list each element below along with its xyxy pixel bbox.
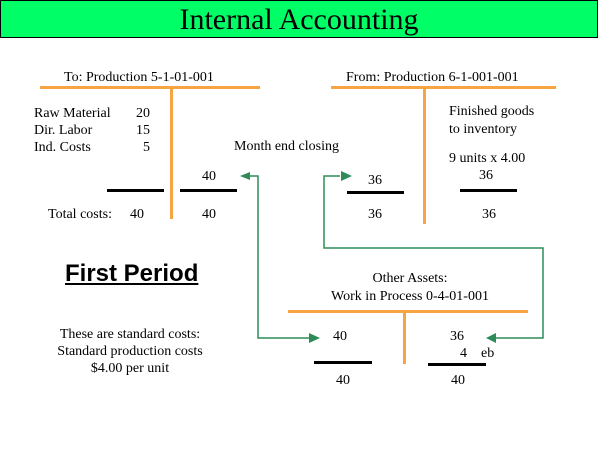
to-total-label: Total costs: bbox=[48, 207, 112, 222]
to-credit-total: 40 bbox=[202, 207, 216, 222]
from-debit-entry: 36 bbox=[368, 173, 382, 188]
to-account-header: To: Production 5-1-01-001 bbox=[64, 70, 214, 85]
wip-debit-total: 40 bbox=[336, 373, 350, 388]
to-row-value-raw-material: 20 bbox=[136, 106, 150, 121]
from-credit-total: 36 bbox=[482, 207, 496, 222]
to-row-label-dir-labor: Dir. Labor bbox=[34, 123, 93, 138]
to-row-label-raw-material: Raw Material bbox=[34, 106, 111, 121]
to-total-debit: 40 bbox=[130, 207, 144, 222]
from-account-header: From: Production 6-1-001-001 bbox=[346, 70, 519, 85]
arrow-head-at-wip-credit bbox=[486, 333, 496, 343]
to-row-value-ind-costs: 5 bbox=[143, 140, 150, 155]
standard-note-line3: $4.00 per unit bbox=[90, 361, 170, 376]
arrow-head-to-wip-debit bbox=[309, 333, 320, 343]
from-note-line1: Finished goods bbox=[449, 104, 535, 119]
wip-credit-total: 40 bbox=[451, 373, 465, 388]
wip-header-line1: Other Assets: bbox=[372, 271, 448, 286]
to-row-value-dir-labor: 15 bbox=[136, 123, 150, 138]
wip-credit-entry: 36 bbox=[450, 329, 464, 344]
from-note-line2: to inventory bbox=[449, 122, 518, 137]
arrow-head-at-from-debit bbox=[341, 171, 352, 181]
from-credit-entry: 36 bbox=[479, 168, 493, 183]
from-debit-total: 36 bbox=[368, 207, 382, 222]
wip-debit-entry: 40 bbox=[333, 329, 347, 344]
arrow-wip-credit-to-from-debit bbox=[324, 176, 543, 338]
wip-header-line2: Work in Process 0-4-01-001 bbox=[331, 289, 489, 304]
standard-note-line1: These are standard costs: bbox=[59, 327, 201, 342]
month-end-closing-label: Month end closing bbox=[234, 139, 339, 154]
arrow-tail-to-credit bbox=[240, 172, 250, 180]
first-period-heading: First Period bbox=[65, 260, 199, 287]
page-title: Internal Accounting bbox=[179, 3, 419, 36]
wip-credit-eb-value: 4 bbox=[460, 346, 467, 361]
arrow-to-wip-debit bbox=[246, 176, 310, 338]
to-credit-entry: 40 bbox=[202, 169, 216, 184]
to-row-label-ind-costs: Ind. Costs bbox=[34, 140, 91, 155]
standard-note-line2: Standard production costs bbox=[57, 344, 203, 359]
from-calc: 9 units x 4.00 bbox=[449, 151, 526, 166]
wip-credit-eb-label: eb bbox=[481, 346, 495, 361]
